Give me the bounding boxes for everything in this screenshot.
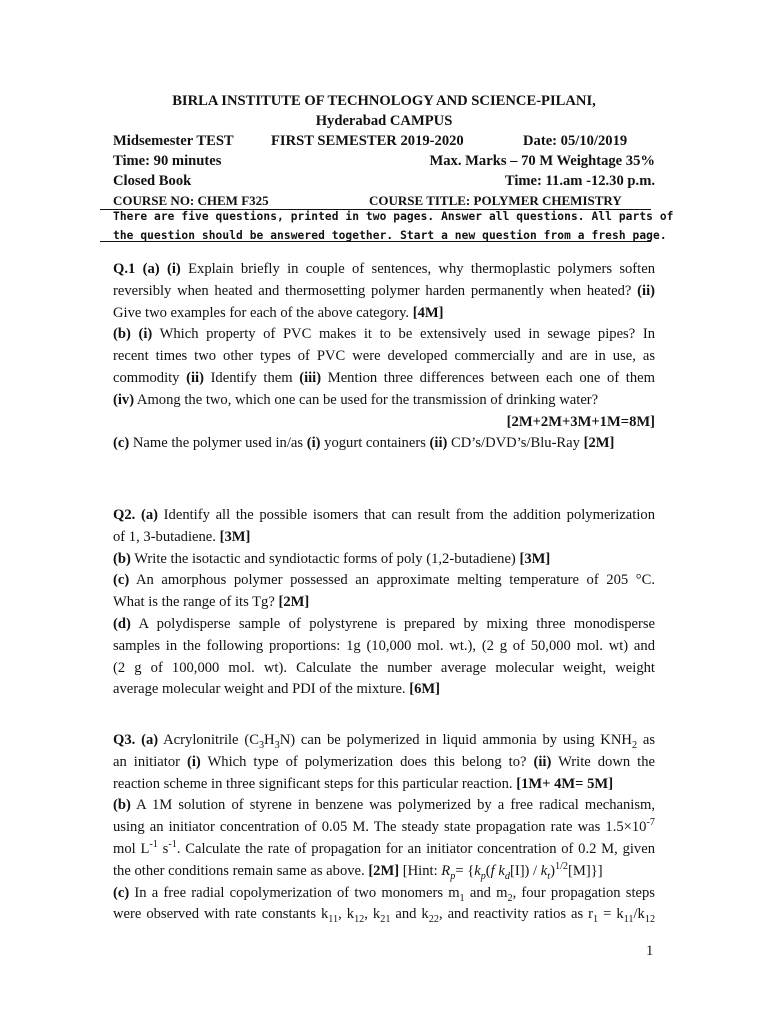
test-name: Midsemester TEST [113, 133, 234, 149]
course-number: COURSE NO: CHEM F325 [113, 193, 269, 208]
question-2: Q2. (a) Identify all the possible isomers that can result from the addition polymerization of 1, 3-butadiene. [3M] (b) Write the isotactic and syndiotactic forms of poly (1,2-butadiene) [3M] (c) An amorphous polymer possessed an approximate melting temperature of 205 °C. What is the range of its Tg? [2M] (d) A polydisperse sample of polystyrene is prepared by mixing three monodisperse samples in the following proportions: 1g (10,000 mol. wt.), (2 g of 50,000 mol. wt) and (2 g of 100,000 mol. wt). Calculate the number average molecular weight, weight average molecular weight and PDI of the mixture. [6M] [113, 507, 655, 698]
exam-date: Date: 05/10/2019 [523, 133, 628, 149]
campus-name: Hyderabad CAMPUS [315, 113, 453, 129]
institute-name: BIRLA INSTITUTE OF TECHNOLOGY AND SCIENCE-PILANI, [172, 93, 596, 109]
question-1: Q.1 (a) (i) Explain briefly in couple of sentences, why thermoplastic polymers soften reversibly when heated and thermosetting polymer harden permanently when heated? (ii) Give two examples for each of the above category. [4M] (b) (i) Which property of PVC makes it to be extensively used in sewage pipes? In recent times two other types of PVC were developed commercially and are in use, as commodity (ii) Identify them (iii) Mention three differences between each one of them (iv) Among the two, which one can be used for the transmission of drinking water? [2M+2M+3M+1M=8M] (c) Name the polymer used in/as (i) yogurt containers (ii) CD’s/DVD’s/Blu-Ray [2M] [113, 261, 656, 452]
page-number: 1 [646, 943, 654, 959]
course-title: COURSE TITLE: POLYMER CHEMISTRY [369, 193, 622, 208]
instructions-line-1: There are five questions, printed in two pages. Answer all questions. All parts of [113, 210, 674, 223]
question-3: Q3. (a) Acrylonitrile $(C_3H_3N)$ can be polymerized in liquid ammonia by using $KNH_2$ as an initiator (i) Which type of polymerization does this belong to? (ii) Write down the reaction scheme in three significant steps for this particular reaction. [1M+ 4M= 5M] (b) A 1M solution of styrene in benzene was polymerized by a free radical mechanism, using an initiator concentration of 0.05 M. The steady state propagation rate was $1.5\times 10^{-7}$ mol $L^{-1}$ $s^{-1}$. Calculate the rate of propagation for an initiator concentration of 0.2 M, given the other conditions remain same as above. [2M] [Hint: $R_p= \{k_p(f$ $k_d[I]) / k_t)^{1/2}[M]$}] (c) In a free radial copolymerization of two monomers $m_1$ and $m_2$, four propagation steps were observed with rate constants $k_{11}$, $k_{12}$, $k_{21}$ and $k_{22}$, and reactivity ratios as $r_1 = k_{11}/k_{12}$ [113, 732, 656, 926]
duration: Time: 90 minutes [113, 153, 222, 169]
max-marks: Max. Marks – 70 M Weightage 35% [429, 153, 655, 169]
instructions-line-2: the question should be answered together. Start a new question from a fresh page. [113, 229, 667, 242]
time-slot: Time: 11.am -12.30 p.m. [504, 173, 655, 189]
divider-bottom [100, 241, 651, 242]
book-type: Closed Book [113, 173, 192, 189]
q1b-marks: [2M+2M+3M+1M=8M] [506, 413, 655, 430]
semester: FIRST SEMESTER 2019-2020 [271, 133, 464, 149]
